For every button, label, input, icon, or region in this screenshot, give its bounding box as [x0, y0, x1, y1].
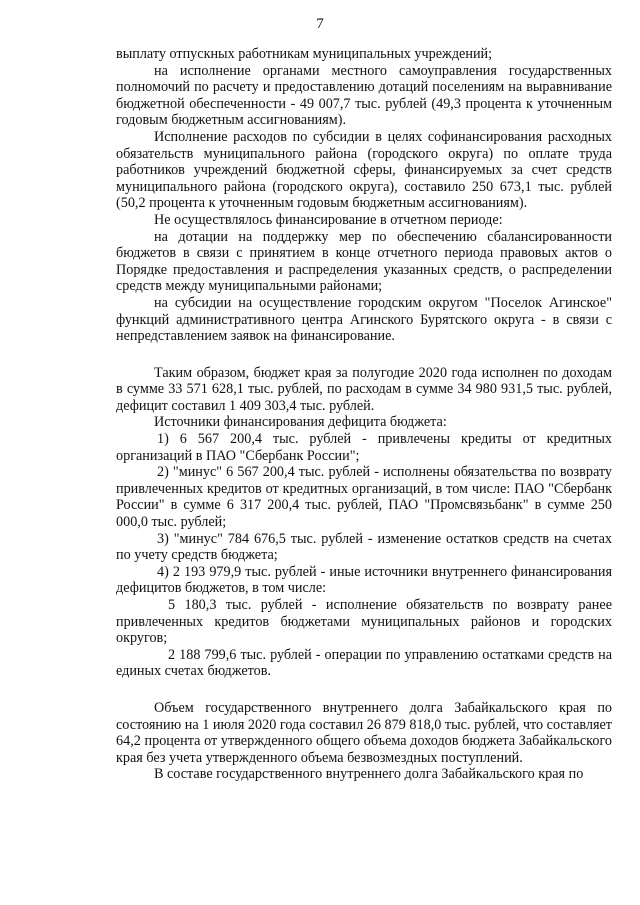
list-item: 2) "минус" 6 567 200,4 тыс. рублей - исполнены обязательства по возврату привлеченных кредитов от кредитных организаций, в том числе: ПАО "Сбербанк России" в сумме 6 317 200,4 тыс. рублей, ПАО "Промсвязьбанк" в сумме 250 000,0 тыс. рублей;: [116, 464, 612, 531]
paragraph: В составе государственного внутреннего долга Забайкальского края по: [154, 766, 584, 783]
paragraph: на дотации на поддержку мер по обеспечению сбалансированности бюджетов в связи с принятием в конце отчетного периода правовых актов о Порядке предоставления и распределения указанных средств, о распределении средств между муниципальными районами;: [116, 228, 612, 295]
list-item: 3) "минус" 784 676,5 тыс. рублей - изменение остатков средств на счетах по учету средств бюджета;: [116, 530, 612, 564]
paragraph: Исполнение расходов по субсидии в целях софинансирования расходных обязательств муниципального района (городского округа) по оплате труда работников учреждений бюджетной сферы, финансируемых за счет средств муниципального района (городского округа), составило 250 673,1 тыс. рублей (50,2 процента к уточненным годовым бюджетным ассигнованиям).: [116, 128, 612, 212]
paragraph: Не осуществлялось финансирование в отчетном периоде:: [154, 211, 503, 228]
paragraph: Объем государственного внутреннего долга Забайкальского края по состоянию на 1 июля 2020 года составил 26 879 818,0 тыс. рублей, что составляет 64,2 процента от утвержденного общего объема доходов бюджета Забайкальского края без учета утвержденного объема безвозмездных поступлений.: [116, 699, 612, 766]
list-subitem: 2 188 799,6 тыс. рублей - операции по управлению остатками средств на единых счетах бюджетов.: [116, 646, 612, 680]
paragraph: выплату отпускных работникам муниципальных учреждений;: [116, 46, 493, 62]
paragraph: Таким образом, бюджет края за полугодие 2020 года исполнен по доходам в сумме 33 571 628,1 тыс. рублей, по расходам в сумме 34 980 931,5 тыс. рублей, дефицит составил 1 409 303,4 тыс. рублей.: [116, 364, 612, 414]
list-item: 1) 6 567 200,4 тыс. рублей - привлечены кредиты от кредитных организаций в ПАО "Сбербанк России";: [116, 431, 612, 464]
paragraph: на субсидии на осуществление городским округом "Поселок Агинское" функций административного центра Агинского Бурятского округа - в связи с непредставлением заявок на финансирование.: [116, 294, 612, 345]
page-number: 7: [316, 16, 324, 32]
document-body: [116, 46, 612, 783]
list-item: 4) 2 193 979,9 тыс. рублей - иные источники внутреннего финансирования дефицитов бюджетов, в том числе:: [116, 563, 612, 597]
list-subitem: 5 180,3 тыс. рублей - исполнение обязательств по возврату ранее привлеченных кредитов бюджетами муниципальных районов и городских округов;: [116, 597, 612, 647]
paragraph: на исполнение органами местного самоуправления государственных полномочий по расчету и предоставлению дотаций поселениям на выравнивание бюджетной обеспеченности - 49 007,7 тыс. рублей (49,3 процента к уточненным годовым бюджетным ассигнованиям).: [116, 62, 612, 129]
paragraph: Источники финансирования дефицита бюджета:: [154, 414, 447, 431]
